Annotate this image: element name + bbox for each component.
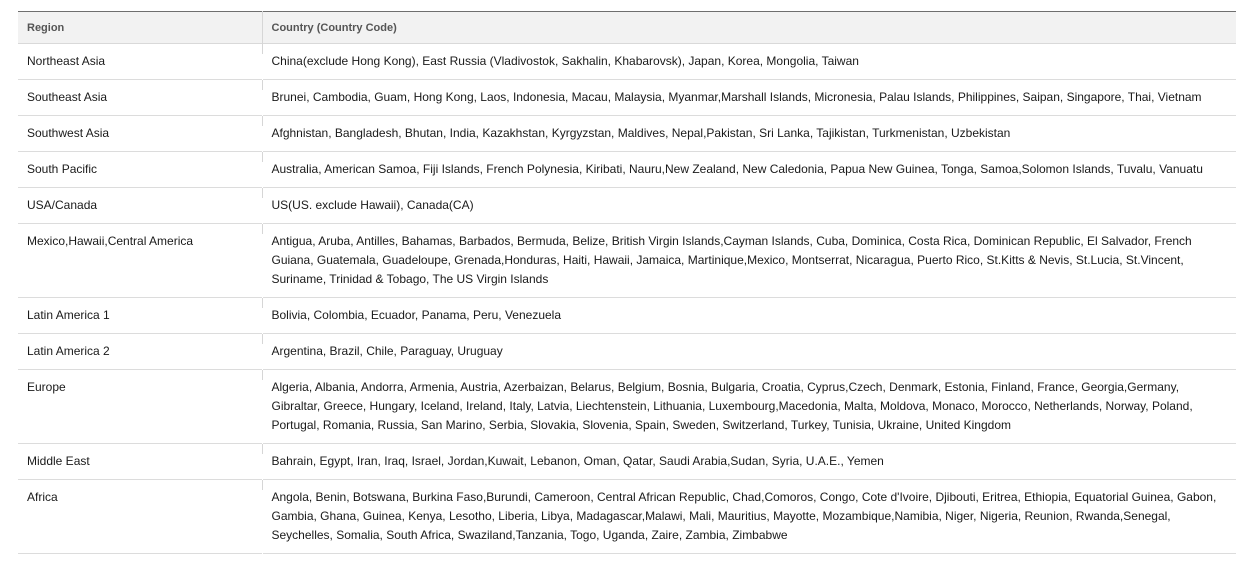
country-list-cell: Brunei, Cambodia, Guam, Hong Kong, Laos, Indonesia, Macau, Malaysia, Myanmar,Marshall Islands, Micronesia, Palau Islands, Philippines, Saipan, Singapore, Thai, Vietnam [262,80,1236,116]
country-list-cell: Bolivia, Colombia, Ecuador, Panama, Peru, Venezuela [262,298,1236,334]
region-cell: Southeast Asia [27,90,108,104]
table-row [18,298,1236,334]
region-cell: Mexico,Hawaii,Central America [27,234,194,248]
country-list-cell: Antigua, Aruba, Antilles, Bahamas, Barbados, Bermuda, Belize, British Virgin Islands,Cayman Islands, Cuba, Dominica, Costa Rica, Dominican Republic, El Salvador, French Guiana, Guatemala, Guadeloupe, Grenada,Honduras, Haiti, Hawaii, Jamaica, Martinique,Mexico, Montserrat, Nicaragua, Puerto Rico, St.Kitts & Nevis, St.Lucia, St.Vincent, Suriname, Trinidad & Tobago, The US Virgin Islands [262,224,1236,298]
table-row [18,116,1236,152]
region-cell: USA/Canada [27,198,98,212]
table-row [18,480,1236,554]
region-cell: Europe [27,380,66,394]
country-list-cell: Bahrain, Egypt, Iran, Iraq, Israel, Jordan,Kuwait, Lebanon, Oman, Qatar, Saudi Arabia,Sudan, Syria, U.A.E., Yemen [262,444,1236,480]
region-column-header: Region [27,21,65,34]
country-list-cell: Afghnistan, Bangladesh, Bhutan, India, Kazakhstan, Kyrgyzstan, Maldives, Nepal,Pakistan, Sri Lanka, Tajikistan, Turkmenistan, Uzbekistan [262,116,1236,152]
table-row [18,370,1236,444]
table-header [18,12,1236,44]
region-country-table [18,11,1236,554]
table-row [18,44,1236,80]
region-country-table-container [18,11,1236,554]
table-row [18,152,1236,188]
header-row [18,12,1236,44]
region-cell: South Pacific [27,162,98,176]
table-row [18,80,1236,116]
country-column-header: Country (Country Code) [262,12,1236,44]
country-list-cell: China(exclude Hong Kong), East Russia (Vladivostok, Sakhalin, Khabarovsk), Japan, Korea, Mongolia, Taiwan [262,44,1236,80]
table-row [18,444,1236,480]
region-cell: Latin America 1 [27,308,110,322]
table-row [18,334,1236,370]
region-cell: Southwest Asia [27,126,110,140]
region-cell: Africa [27,490,58,504]
country-list-cell: Argentina, Brazil, Chile, Paraguay, Uruguay [262,334,1236,370]
table-row [18,224,1236,298]
region-cell: Middle East [27,454,90,468]
country-list-cell: Australia, American Samoa, Fiji Islands, French Polynesia, Kiribati, Nauru,New Zealand, New Caledonia, Papua New Guinea, Tonga, Samoa,Solomon Islands, Tuvalu, Vanuatu [262,152,1236,188]
region-cell: Latin America 2 [27,344,110,358]
country-list-cell: US(US. exclude Hawaii), Canada(CA) [262,188,1236,224]
table-body [18,44,1236,554]
country-list-cell: Algeria, Albania, Andorra, Armenia, Austria, Azerbaizan, Belarus, Belgium, Bosnia, Bulgaria, Croatia, Cyprus,Czech, Denmark, Estonia, Finland, France, Georgia,Germany, Gibraltar, Greece, Hungary, Iceland, Ireland, Italy, Latvia, Liechtenstein, Lithuania, Luxembourg,Macedonia, Malta, Moldova, Monaco, Morocco, Netherlands, Norway, Poland, Portugal, Romania, Russia, San Marino, Serbia, Slovakia, Slovenia, Spain, Sweden, Switzerland, Turkey, Tunisia, Ukraine, United Kingdom [262,370,1236,444]
country-list-cell: Angola, Benin, Botswana, Burkina Faso,Burundi, Cameroon, Central African Republic, Chad,Comoros, Congo, Cote d'Ivoire, Djibouti, Eritrea, Ethiopia, Equatorial Guinea, Gabon, Gambia, Ghana, Guinea, Kenya, Lesotho, Liberia, Libya, Madagascar,Malawi, Mali, Mauritius, Mayotte, Mozambique,Namibia, Niger, Nigeria, Reunion, Rwanda,Senegal, Seychelles, Somalia, South Africa, Swaziland,Tanzania, Togo, Uganda, Zaire, Zambia, Zimbabwe [262,480,1236,554]
table-row [18,188,1236,224]
region-cell: Northeast Asia [27,54,106,68]
